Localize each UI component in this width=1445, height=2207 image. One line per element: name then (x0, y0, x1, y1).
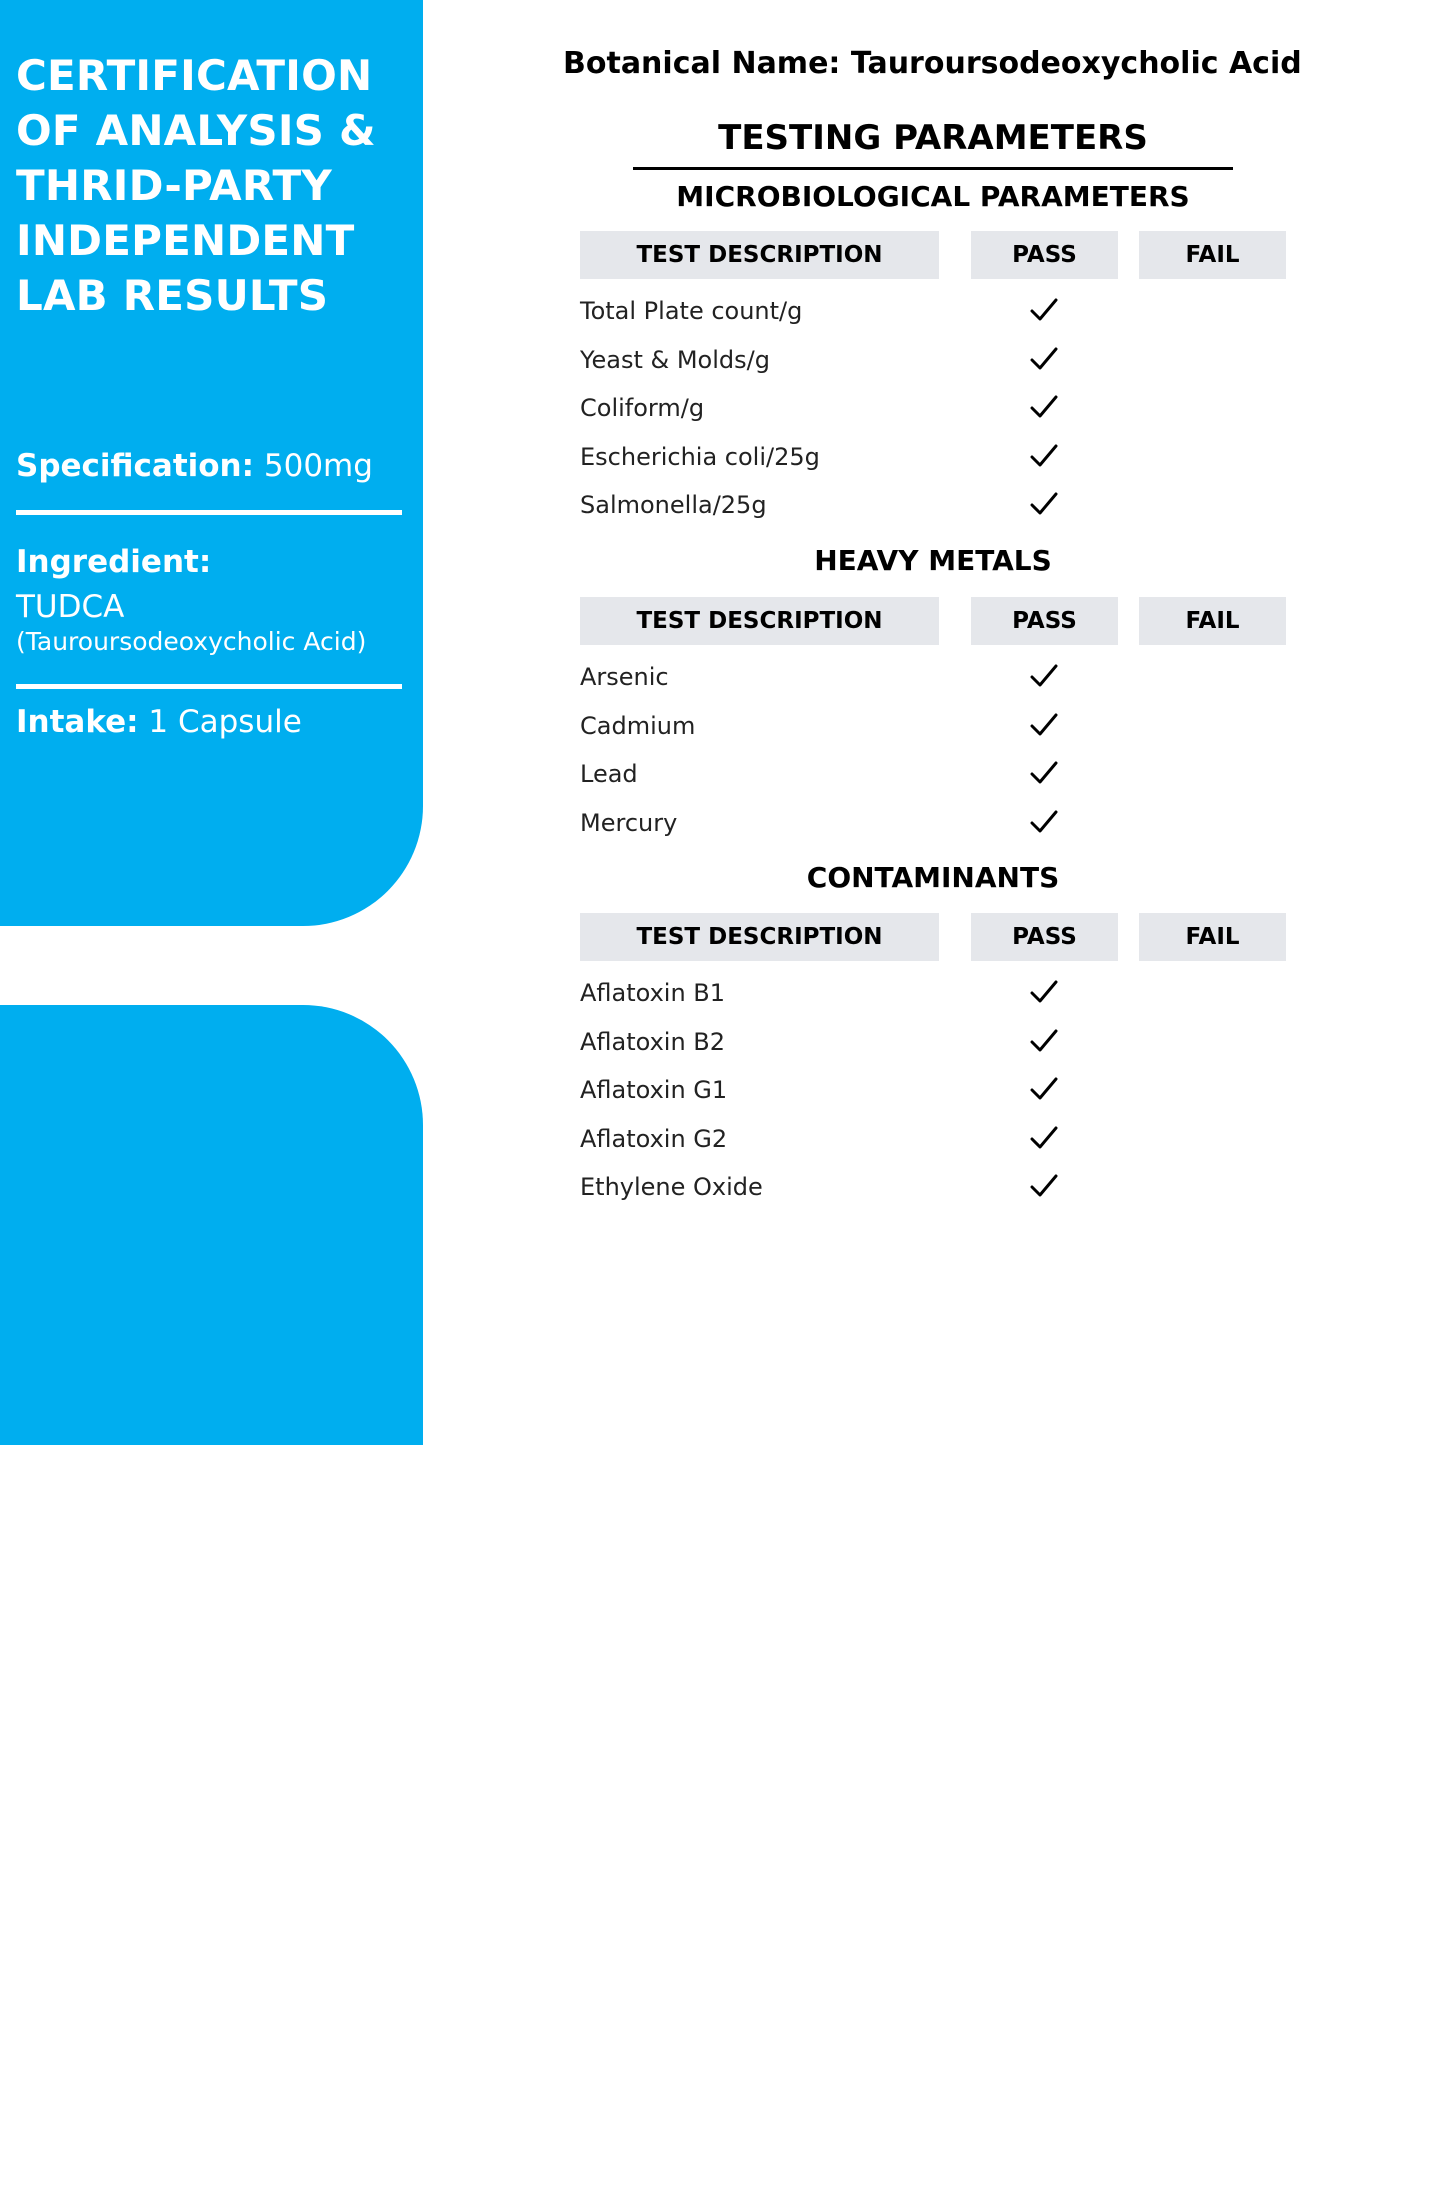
table-row (580, 291, 1286, 331)
note-panel (0, 1005, 423, 2205)
table-row (580, 1119, 1286, 1159)
table-row (580, 754, 1286, 794)
checkmark-icon (1030, 809, 1058, 835)
row-label: Escherichia coli/25g (580, 442, 820, 471)
ingredient-subtext: (Tauroursodeoxycholic Acid) (16, 627, 367, 656)
checkmark-icon (1030, 663, 1058, 689)
row-label: Total Plate count/g (580, 297, 803, 325)
header-fail: FAIL (1139, 597, 1286, 645)
checkmark-icon (1030, 979, 1058, 1005)
table-row (580, 803, 1286, 843)
botanical-name: Botanical Name: Tauroursodeoxycholic Acid (563, 46, 1302, 81)
section-title: HEAVY METALS (814, 544, 1052, 577)
table-row (580, 1022, 1286, 1062)
specification-label: Specification: (16, 448, 255, 484)
intake (16, 704, 302, 740)
row-label: Aflatoxin G1 (580, 1076, 728, 1104)
checkmark-icon (1030, 712, 1058, 738)
header-test-description: TEST DESCRIPTION (580, 597, 939, 645)
checkmark-icon (1030, 443, 1058, 469)
table-row (580, 485, 1286, 525)
row-label: Ethylene Oxide (580, 1173, 763, 1201)
intake-value: 1 Capsule (148, 704, 302, 740)
page-title: CERTIFICATION OF ANALYSIS & THRID-PARTY INDEPENDENT LAB RESULTS (16, 51, 376, 320)
availability-note: Certificate of analysis and third-party lab result documentation available upon request. (18, 2069, 406, 2205)
row-label: Lead (580, 760, 638, 788)
header-fail: FAIL (1139, 231, 1286, 279)
header-fail: FAIL (1139, 913, 1286, 961)
table-row (580, 388, 1286, 428)
checkmark-icon (1030, 394, 1058, 420)
specification-value: 500mg (263, 448, 373, 484)
checkmark-icon (1030, 1173, 1058, 1199)
checkmark-icon (1030, 346, 1058, 372)
header-pass: PASS (971, 597, 1118, 645)
ingredient-label: Ingredient: (16, 544, 212, 580)
row-label: Cadmium (580, 711, 696, 740)
table-row (580, 706, 1286, 746)
table-row (580, 1167, 1286, 1207)
summary-panel (0, 0, 423, 926)
table-row (580, 437, 1286, 477)
row-label: Coliform/g (580, 394, 705, 422)
header-pass: PASS (971, 913, 1118, 961)
specification (16, 448, 373, 484)
checkmark-icon (1030, 491, 1058, 517)
checkmark-icon (1030, 1076, 1058, 1102)
table-row (580, 973, 1286, 1013)
ingredient-value: TUDCA (16, 589, 125, 625)
row-label: Aflatoxin G2 (580, 1124, 728, 1153)
section-title: CONTAMINANTS (806, 861, 1060, 894)
row-label: Yeast & Molds/g (580, 345, 770, 374)
header-pass: PASS (971, 231, 1118, 279)
checkmark-icon (1030, 297, 1058, 323)
row-label: Arsenic (580, 663, 669, 691)
table-row (580, 657, 1286, 697)
row-label: Aflatoxin B1 (580, 979, 726, 1007)
intake-label: Intake: (16, 704, 139, 740)
header-test-description: TEST DESCRIPTION (580, 913, 939, 961)
section-title: MICROBIOLOGICAL PARAMETERS (676, 180, 1190, 213)
table-row (580, 1070, 1286, 1110)
checkmark-icon (1030, 1125, 1058, 1151)
row-label: Aflatoxin B2 (580, 1027, 726, 1056)
row-label: Salmonella/25g (580, 491, 767, 519)
table-row (580, 340, 1286, 380)
row-label: Mercury (580, 808, 678, 837)
testing-parameters-title: TESTING PARAMETERS (718, 118, 1148, 158)
divider (16, 684, 402, 689)
header-test-description: TEST DESCRIPTION (580, 231, 939, 279)
checkmark-icon (1030, 1028, 1058, 1054)
divider (16, 510, 402, 515)
title-underline (633, 167, 1233, 170)
checkmark-icon (1030, 760, 1058, 786)
